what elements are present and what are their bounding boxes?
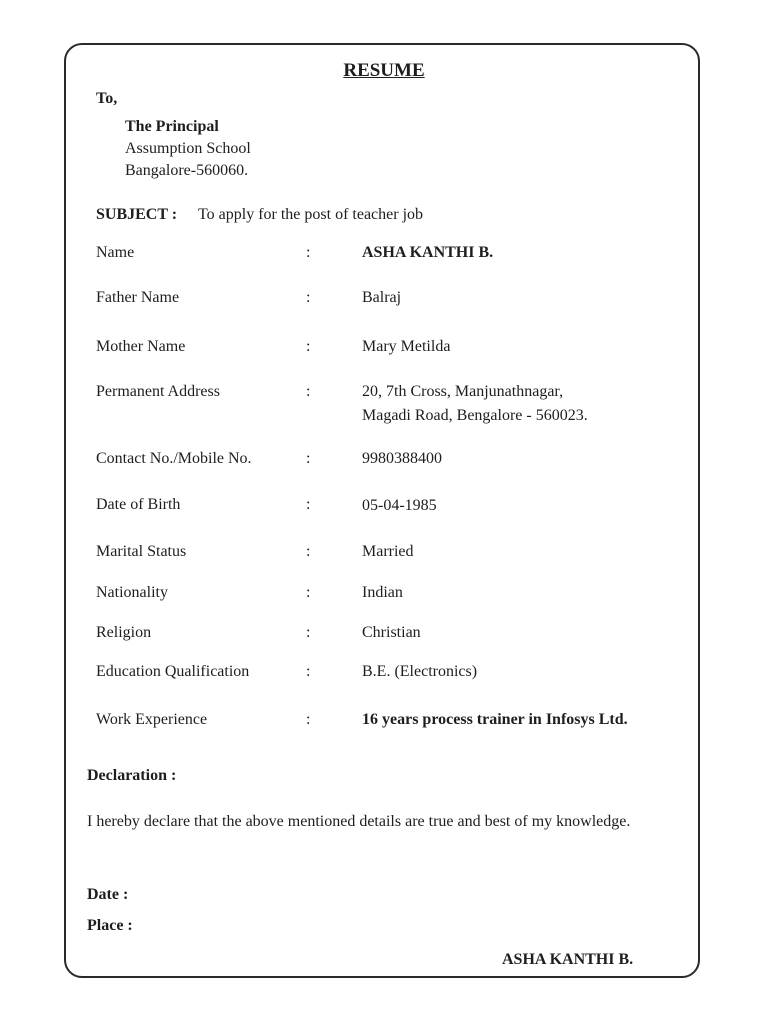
field-value-education: B.E. (Electronics) [362,663,478,680]
field-label-permanent-address: Permanent Address [96,383,220,400]
field-separator: : [306,543,311,560]
field-label-marital-status: Marital Status [96,543,187,560]
field-separator: : [306,338,311,355]
field-separator: : [306,663,311,680]
field-label-father-name: Father Name [96,289,180,306]
field-label-religion: Religion [96,624,152,641]
field-separator: : [306,584,311,601]
resume-title: RESUME [343,60,425,81]
field-value-father-name: Balraj [362,289,402,306]
subject-label: SUBJECT : [96,206,178,223]
field-label-education: Education Qualification [96,663,250,680]
field-label-work-experience: Work Experience [96,711,208,728]
salutation: To, [96,90,118,107]
field-label-name: Name [96,244,135,261]
field-value-date-of-birth: 05-04-1985 [362,497,437,514]
field-value-mother-name: Mary Metilda [362,338,451,355]
date-label: Date : [87,886,129,903]
field-value-religion: Christian [362,624,421,641]
signature-name: ASHA KANTHI B. [502,951,634,968]
field-separator: : [306,289,311,306]
recipient-school: Assumption School [125,140,251,157]
field-label-mother-name: Mother Name [96,338,186,355]
field-separator: : [306,450,311,467]
field-value-marital-status: Married [362,543,414,560]
field-separator: : [306,244,311,261]
place-label: Place : [87,917,133,934]
field-separator: : [306,711,311,728]
field-value-name: ASHA KANTHI B. [362,244,494,261]
field-value-nationality: Indian [362,584,403,601]
field-separator: : [306,496,311,513]
field-label-contact: Contact No./Mobile No. [96,450,252,467]
field-value-contact: 9980388400 [362,450,442,467]
recipient-name: The Principal [125,118,219,135]
field-separator: : [306,624,311,641]
recipient-city: Bangalore-560060. [125,162,249,179]
field-separator: : [306,383,311,400]
declaration-text: I hereby declare that the above mentioned details are true and best of my knowledge. [87,813,631,830]
subject-text: To apply for the post of teacher job [198,206,424,223]
field-value-address-line-1: 20, 7th Cross, Manjunathnagar, [362,383,564,400]
field-label-date-of-birth: Date of Birth [96,496,181,513]
declaration-heading: Declaration : [87,767,177,784]
field-value-address-line-2: Magadi Road, Bengalore - 560023. [362,407,588,424]
field-value-work-experience: 16 years process trainer in Infosys Ltd. [362,711,628,728]
field-label-nationality: Nationality [96,584,168,601]
